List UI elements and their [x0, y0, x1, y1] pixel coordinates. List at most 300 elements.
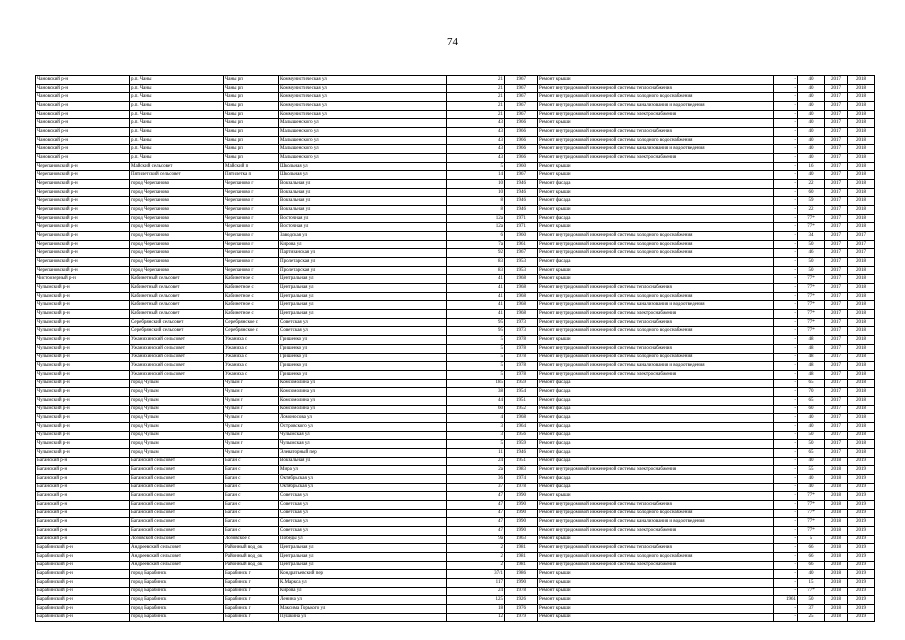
- cell-house-number: 37: [447, 483, 505, 492]
- cell-reconstruction-year: -: [774, 336, 798, 345]
- table-row: [36, 240, 875, 249]
- cell-start-year: 2017: [825, 110, 848, 119]
- cell-settlement: город Чулым: [130, 405, 224, 414]
- cell-street: Заводская ул: [279, 232, 447, 241]
- cell-street: Советская ул: [279, 492, 447, 501]
- table-row: [36, 492, 875, 501]
- table-row: [36, 613, 875, 622]
- cell-house-number: 3: [447, 431, 505, 440]
- cell-locality: Чулым г: [224, 448, 279, 457]
- cell-start-year: 2017: [825, 448, 848, 457]
- cell-build-year: 1968: [505, 310, 538, 319]
- cell-reconstruction-year: -: [774, 128, 798, 137]
- table-row: [36, 336, 875, 345]
- cell-work-type: Ремонт крыши: [538, 171, 774, 180]
- cell-end-year: 2018: [848, 362, 875, 371]
- cell-locality: Ужаниха с: [224, 344, 279, 353]
- cell-start-year: 2018: [825, 518, 848, 527]
- cell-start-year: 2017: [825, 353, 848, 362]
- cell-work-type: Ремонт внутридомовой инженерной системы холодного водоснабжения: [538, 327, 774, 336]
- cell-district: Чановский р-н: [36, 119, 130, 128]
- cell-settlement: город Чулым: [130, 396, 224, 405]
- cell-reconstruction-year: -: [774, 223, 798, 232]
- cell-lifetime: 40: [798, 93, 825, 102]
- cell-lifetime: 50: [798, 266, 825, 275]
- cell-settlement: город Чулым: [130, 431, 224, 440]
- cell-reconstruction-year: -: [774, 84, 798, 93]
- table-row: [36, 292, 875, 301]
- cell-work-type: Ремонт фасада: [538, 474, 774, 483]
- cell-work-type: Ремонт фасада: [538, 214, 774, 223]
- cell-start-year: 2017: [825, 162, 848, 171]
- table-row: [36, 76, 875, 85]
- cell-end-year: 2018: [848, 223, 875, 232]
- cell-build-year: 1983: [505, 466, 538, 475]
- cell-locality: Чаны рп: [224, 119, 279, 128]
- cell-street: Малышенского ул: [279, 119, 447, 128]
- cell-house-number: 11: [447, 448, 505, 457]
- table-row: [36, 84, 875, 93]
- cell-end-year: 2018: [848, 110, 875, 119]
- cell-street: Коммунистическая ул: [279, 84, 447, 93]
- cell-work-type: Ремонт фасада: [538, 440, 774, 449]
- cell-street: Школьная ул: [279, 171, 447, 180]
- cell-settlement: город Черепаново: [130, 223, 224, 232]
- cell-locality: Черепаново г: [224, 266, 279, 275]
- table-row: [36, 180, 875, 189]
- cell-locality: Барабинск г: [224, 587, 279, 596]
- cell-house-number: 21: [447, 110, 505, 119]
- cell-house-number: 60: [447, 405, 505, 414]
- table-row: [36, 483, 875, 492]
- cell-lifetime: 50: [798, 596, 825, 605]
- cell-lifetime: 50: [798, 258, 825, 267]
- cell-locality: Баган с: [224, 526, 279, 535]
- cell-work-type: Ремонт внутридомовой инженерной системы электроснабжения: [538, 110, 774, 119]
- cell-lifetime: 40: [798, 483, 825, 492]
- cell-lifetime: 48: [798, 362, 825, 371]
- cell-end-year: 2018: [848, 206, 875, 215]
- cell-work-type: Ремонт крыши: [538, 535, 774, 544]
- cell-locality: Кабинетное с: [224, 292, 279, 301]
- cell-start-year: 2017: [825, 197, 848, 206]
- cell-district: Баганский р-н: [36, 535, 130, 544]
- table-row: [36, 518, 875, 527]
- cell-lifetime: 50: [798, 440, 825, 449]
- cell-start-year: 2017: [825, 240, 848, 249]
- cell-settlement: Андреевский сельсовет: [130, 561, 224, 570]
- cell-work-type: Ремонт внутридомовой инженерной системы теплоснабжения: [538, 128, 774, 137]
- cell-locality: Районный вод_ок: [224, 561, 279, 570]
- cell-work-type: Ремонт внутридомовой инженерной системы холодного водоснабжения: [538, 136, 774, 145]
- cell-lifetime: 77*: [798, 310, 825, 319]
- cell-build-year: 1956: [505, 431, 538, 440]
- cell-district: Чулымский р-н: [36, 370, 130, 379]
- cell-build-year: 1978: [505, 362, 538, 371]
- cell-work-type: Ремонт фасада: [538, 405, 774, 414]
- table-row: [36, 596, 875, 605]
- cell-lifetime: 40: [798, 128, 825, 137]
- cell-lifetime: 15: [798, 578, 825, 587]
- cell-work-type: Ремонт крыши: [538, 604, 774, 613]
- cell-end-year: 2019: [848, 492, 875, 501]
- cell-lifetime: 50: [798, 240, 825, 249]
- cell-house-number: 8: [447, 206, 505, 215]
- cell-lifetime: 40: [798, 119, 825, 128]
- cell-build-year: 1971: [505, 214, 538, 223]
- cell-end-year: 2018: [848, 162, 875, 171]
- cell-lifetime: 40: [798, 414, 825, 423]
- cell-reconstruction-year: -: [774, 301, 798, 310]
- cell-start-year: 2017: [825, 362, 848, 371]
- cell-street: Малышенского ул: [279, 154, 447, 163]
- table-row: [36, 327, 875, 336]
- cell-build-year: 1990: [505, 578, 538, 587]
- cell-start-year: 2017: [825, 171, 848, 180]
- cell-locality: Чулым г: [224, 431, 279, 440]
- cell-house-number: 5: [447, 353, 505, 362]
- cell-street: Восточная ул: [279, 223, 447, 232]
- cell-house-number: 43: [447, 136, 505, 145]
- cell-street: Коммунистическая ул: [279, 102, 447, 111]
- cell-street: Советская ул: [279, 509, 447, 518]
- cell-work-type: Ремонт внутридомовой инженерной системы холодного водоснабжения: [538, 249, 774, 258]
- cell-locality: Чаны рп: [224, 110, 279, 119]
- cell-settlement: р.п. Чаны: [130, 154, 224, 163]
- cell-work-type: Ремонт крыши: [538, 596, 774, 605]
- cell-settlement: город Чулым: [130, 388, 224, 397]
- cell-street: Ломоносова ул: [279, 414, 447, 423]
- cell-street: Малышенского ул: [279, 145, 447, 154]
- cell-end-year: 2018: [848, 93, 875, 102]
- table-row: [36, 119, 875, 128]
- cell-work-type: Ремонт крыши: [538, 206, 774, 215]
- cell-build-year: 1946: [505, 448, 538, 457]
- cell-locality: Баган с: [224, 483, 279, 492]
- cell-start-year: 2017: [825, 188, 848, 197]
- cell-locality: Кабинетное с: [224, 301, 279, 310]
- cell-build-year: 1961: [505, 240, 538, 249]
- cell-street: Победы ул: [279, 535, 447, 544]
- cell-start-year: 2017: [825, 266, 848, 275]
- cell-reconstruction-year: -: [774, 232, 798, 241]
- cell-work-type: Ремонт внутридомовой инженерной системы холодного водоснабжения: [538, 240, 774, 249]
- cell-reconstruction-year: -: [774, 327, 798, 336]
- cell-work-type: Ремонт внутридомовой инженерной системы теплоснабжения: [538, 84, 774, 93]
- cell-settlement: Баганский сельсовет: [130, 509, 224, 518]
- cell-house-number: 12а: [447, 223, 505, 232]
- cell-street: Центральная ул: [279, 301, 447, 310]
- cell-reconstruction-year: -: [774, 379, 798, 388]
- cell-street: Советская ул: [279, 518, 447, 527]
- page-number: 74: [447, 36, 458, 48]
- cell-reconstruction-year: -: [774, 284, 798, 293]
- cell-settlement: Кабинетный сельсовет: [130, 301, 224, 310]
- cell-end-year: 2019: [848, 457, 875, 466]
- cell-reconstruction-year: -: [774, 344, 798, 353]
- cell-end-year: 2017: [848, 249, 875, 258]
- cell-end-year: 2017: [848, 232, 875, 241]
- cell-district: Чулымский р-н: [36, 388, 130, 397]
- cell-work-type: Ремонт крыши: [538, 275, 774, 284]
- cell-house-number: 24: [447, 457, 505, 466]
- cell-lifetime: 40: [798, 136, 825, 145]
- table-row: [36, 396, 875, 405]
- cell-work-type: Ремонт внутридомовой инженерной системы электроснабжения: [538, 466, 774, 475]
- cell-build-year: 1967: [505, 76, 538, 85]
- cell-reconstruction-year: -: [774, 535, 798, 544]
- cell-build-year: 1963: [505, 535, 538, 544]
- cell-street: Гришенко ул: [279, 362, 447, 371]
- cell-lifetime: 77*: [798, 292, 825, 301]
- cell-street: Советская ул: [279, 526, 447, 535]
- cell-house-number: 117: [447, 578, 505, 587]
- cell-end-year: 2019: [848, 466, 875, 475]
- cell-start-year: 2017: [825, 292, 848, 301]
- cell-district: Чулымский р-н: [36, 292, 130, 301]
- cell-house-number: 38: [447, 388, 505, 397]
- cell-locality: Баган с: [224, 466, 279, 475]
- cell-settlement: город Черепаново: [130, 206, 224, 215]
- cell-lifetime: 37: [798, 604, 825, 613]
- cell-reconstruction-year: -: [774, 162, 798, 171]
- cell-reconstruction-year: -: [774, 422, 798, 431]
- cell-house-number: 4: [447, 414, 505, 423]
- cell-start-year: 2018: [825, 466, 848, 475]
- cell-street: Центральная ул: [279, 275, 447, 284]
- cell-house-number: 43: [447, 119, 505, 128]
- cell-build-year: 1968: [505, 275, 538, 284]
- table-row: [36, 214, 875, 223]
- cell-lifetime: 65: [798, 448, 825, 457]
- cell-settlement: город Черепаново: [130, 214, 224, 223]
- cell-street: Пролетарская ул: [279, 266, 447, 275]
- cell-start-year: 2017: [825, 301, 848, 310]
- cell-work-type: Ремонт фасада: [538, 396, 774, 405]
- cell-settlement: город Барабинск: [130, 570, 224, 579]
- cell-street: Октябрьская ул: [279, 483, 447, 492]
- cell-street: Кирова ул: [279, 240, 447, 249]
- cell-district: Чулымский р-н: [36, 284, 130, 293]
- cell-reconstruction-year: -: [774, 561, 798, 570]
- cell-build-year: 1990: [505, 526, 538, 535]
- cell-start-year: 2017: [825, 284, 848, 293]
- cell-lifetime: 77*: [798, 587, 825, 596]
- cell-lifetime: 40: [798, 457, 825, 466]
- cell-reconstruction-year: -: [774, 440, 798, 449]
- cell-street: Вокзальная ул: [279, 197, 447, 206]
- cell-lifetime: 48: [798, 336, 825, 345]
- cell-locality: Чаны рп: [224, 84, 279, 93]
- cell-end-year: 2019: [848, 587, 875, 596]
- cell-settlement: город Барабинск: [130, 613, 224, 622]
- cell-work-type: Ремонт внутридомовой инженерной системы канализования и водоотведения: [538, 518, 774, 527]
- cell-settlement: Ужанихинский сельсовет: [130, 336, 224, 345]
- cell-start-year: 2018: [825, 587, 848, 596]
- cell-house-number: 3: [447, 422, 505, 431]
- cell-end-year: 2019: [848, 613, 875, 622]
- cell-locality: Пятилетка п: [224, 171, 279, 180]
- cell-start-year: 2017: [825, 258, 848, 267]
- cell-build-year: 1968: [505, 301, 538, 310]
- cell-house-number: 14: [447, 171, 505, 180]
- table-row: [36, 344, 875, 353]
- table-row: [36, 136, 875, 145]
- cell-end-year: 2018: [848, 136, 875, 145]
- cell-locality: Черепаново г: [224, 249, 279, 258]
- cell-end-year: 2018: [848, 431, 875, 440]
- cell-house-number: 10: [447, 180, 505, 189]
- cell-lifetime: 22: [798, 206, 825, 215]
- cell-house-number: 47: [447, 500, 505, 509]
- cell-end-year: 2019: [848, 509, 875, 518]
- cell-start-year: 2018: [825, 570, 848, 579]
- cell-reconstruction-year: -: [774, 500, 798, 509]
- cell-settlement: Баганский сельсовет: [130, 483, 224, 492]
- cell-lifetime: 46: [798, 249, 825, 258]
- cell-settlement: Баганский сельсовет: [130, 492, 224, 501]
- cell-house-number: 47: [447, 518, 505, 527]
- cell-start-year: 2018: [825, 500, 848, 509]
- cell-district: Чулымский р-н: [36, 344, 130, 353]
- cell-start-year: 2017: [825, 275, 848, 284]
- cell-reconstruction-year: -: [774, 258, 798, 267]
- table-row: [36, 578, 875, 587]
- cell-street: Пушкина ул: [279, 613, 447, 622]
- cell-build-year: 1981: [505, 561, 538, 570]
- cell-start-year: 2017: [825, 310, 848, 319]
- cell-locality: Баган с: [224, 518, 279, 527]
- table-row: [36, 206, 875, 215]
- cell-end-year: 2018: [848, 448, 875, 457]
- cell-district: Барабинский р-н: [36, 544, 130, 553]
- cell-reconstruction-year: -: [774, 362, 798, 371]
- cell-settlement: р.п. Чаны: [130, 93, 224, 102]
- cell-reconstruction-year: -: [774, 154, 798, 163]
- cell-build-year: 1990: [505, 518, 538, 527]
- cell-build-year: 1946: [505, 180, 538, 189]
- cell-start-year: 2017: [825, 145, 848, 154]
- table-body: [36, 76, 875, 622]
- cell-reconstruction-year: -: [774, 526, 798, 535]
- cell-district: Баганский р-н: [36, 492, 130, 501]
- cell-street: Гришенко ул: [279, 336, 447, 345]
- cell-settlement: Серебрянский сельсовет: [130, 327, 224, 336]
- table-row: [36, 266, 875, 275]
- cell-settlement: Баганский сельсовет: [130, 500, 224, 509]
- cell-settlement: город Черепаново: [130, 249, 224, 258]
- cell-district: Черепановский р-н: [36, 223, 130, 232]
- table-row: [36, 162, 875, 171]
- cell-build-year: 1960: [505, 162, 538, 171]
- cell-house-number: 47: [447, 509, 505, 518]
- cell-settlement: город Чулым: [130, 379, 224, 388]
- cell-street: Центральная ул: [279, 552, 447, 561]
- cell-district: Баганский р-н: [36, 466, 130, 475]
- cell-work-type: Ремонт крыши: [538, 587, 774, 596]
- cell-house-number: 41: [447, 301, 505, 310]
- cell-house-number: 5: [447, 440, 505, 449]
- cell-start-year: 2018: [825, 457, 848, 466]
- cell-district: Чановский р-н: [36, 136, 130, 145]
- cell-reconstruction-year: -: [774, 93, 798, 102]
- cell-reconstruction-year: -: [774, 110, 798, 119]
- cell-start-year: 2018: [825, 561, 848, 570]
- cell-street: Мира ул: [279, 466, 447, 475]
- cell-settlement: Ужанихинский сельсовет: [130, 353, 224, 362]
- cell-locality: Черепаново г: [224, 232, 279, 241]
- cell-reconstruction-year: -: [774, 119, 798, 128]
- table-row: [36, 197, 875, 206]
- cell-end-year: 2019: [848, 535, 875, 544]
- cell-work-type: Ремонт крыши: [538, 119, 774, 128]
- table-row: [36, 405, 875, 414]
- cell-end-year: 2018: [848, 318, 875, 327]
- cell-reconstruction-year: -: [774, 197, 798, 206]
- cell-end-year: 2018: [848, 145, 875, 154]
- table-row: [36, 310, 875, 319]
- cell-reconstruction-year: -: [774, 266, 798, 275]
- cell-lifetime: 48: [798, 353, 825, 362]
- cell-locality: Чаны рп: [224, 93, 279, 102]
- cell-district: Чулымский р-н: [36, 405, 130, 414]
- cell-start-year: 2018: [825, 613, 848, 622]
- cell-house-number: 21: [447, 102, 505, 111]
- cell-end-year: 2018: [848, 197, 875, 206]
- cell-street: Гришенко ул: [279, 344, 447, 353]
- cell-build-year: 1926: [505, 596, 538, 605]
- cell-district: Баганский р-н: [36, 509, 130, 518]
- cell-build-year: 1946: [505, 188, 538, 197]
- cell-house-number: 125: [447, 596, 505, 605]
- cell-locality: Кабинетное с: [224, 284, 279, 293]
- cell-lifetime: 77*: [798, 214, 825, 223]
- cell-reconstruction-year: -: [774, 318, 798, 327]
- cell-start-year: 2017: [825, 206, 848, 215]
- cell-start-year: 2017: [825, 232, 848, 241]
- cell-house-number: 41: [447, 275, 505, 284]
- cell-build-year: 1968: [505, 414, 538, 423]
- cell-locality: Серебрянское с: [224, 318, 279, 327]
- cell-district: Баганский р-н: [36, 518, 130, 527]
- cell-house-number: 18: [447, 604, 505, 613]
- cell-work-type: Ремонт внутридомовой инженерной системы электроснабжения: [538, 561, 774, 570]
- cell-build-year: 1971: [505, 223, 538, 232]
- cell-work-type: Ремонт фасада: [538, 388, 774, 397]
- cell-house-number: 2: [447, 552, 505, 561]
- table-row: [36, 284, 875, 293]
- cell-district: Черепановский р-н: [36, 214, 130, 223]
- table-row: [36, 223, 875, 232]
- cell-end-year: 2018: [848, 171, 875, 180]
- cell-end-year: 2018: [848, 414, 875, 423]
- cell-reconstruction-year: 1961: [774, 596, 798, 605]
- cell-settlement: Кабинетный сельсовет: [130, 284, 224, 293]
- cell-street: Центральная ул: [279, 544, 447, 553]
- cell-district: Черепановский р-н: [36, 188, 130, 197]
- table-row: [36, 526, 875, 535]
- cell-house-number: 10: [447, 188, 505, 197]
- cell-locality: Районный вод_ок: [224, 544, 279, 553]
- cell-street: Советская ул: [279, 500, 447, 509]
- cell-street: Восточная ул: [279, 214, 447, 223]
- cell-end-year: 2018: [848, 301, 875, 310]
- cell-end-year: 2019: [848, 483, 875, 492]
- cell-work-type: Ремонт фасада: [538, 483, 774, 492]
- cell-end-year: 2018: [848, 396, 875, 405]
- cell-end-year: 2018: [848, 128, 875, 137]
- cell-house-number: 95: [447, 318, 505, 327]
